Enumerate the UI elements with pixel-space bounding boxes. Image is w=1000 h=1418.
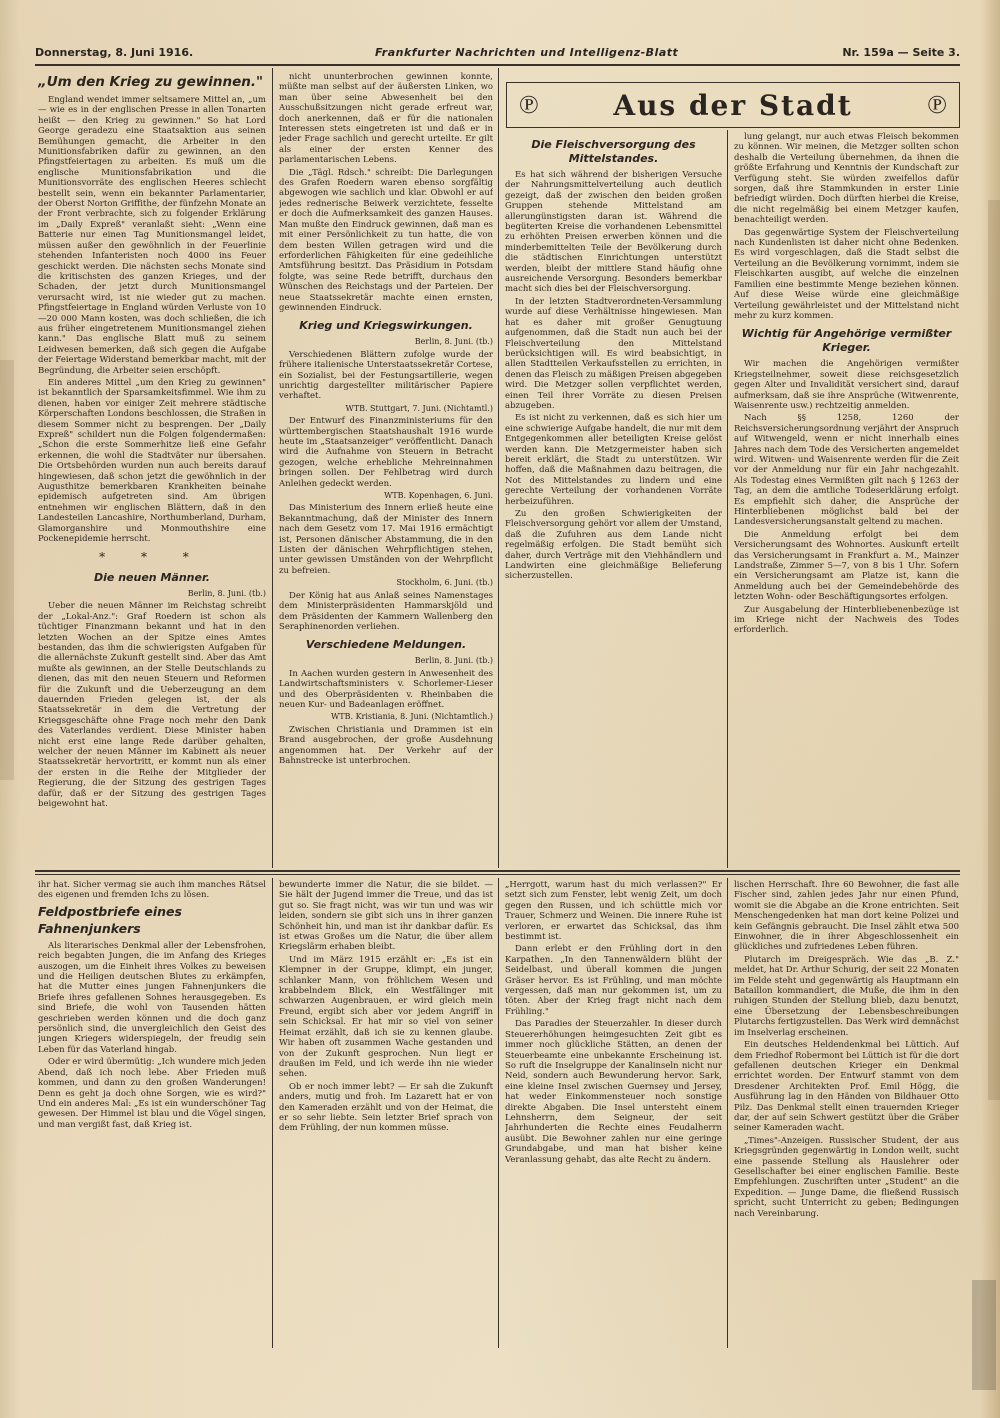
dateline: Berlin, 8. Juni. (tb.) [414,656,493,666]
section-separator: * * * [99,550,205,565]
feuilleton-divider [35,870,960,872]
article-paragraph: Ob er noch immer lebt? — Er sah die Zukunft anders, mutig und froh. Im Lazarett hat er von den Kameraden erzählt und von der Heimat, die er so sehr liebte. Sein letzter Brief sprach von dem Frühling, der nun kommen müsse. [279,1081,493,1134]
article-paragraph: nicht ununterbrochen gewinnen konnte, müßte man selbst auf der äußersten Linken, wo man über seine Abwesenheit bei den Ausschußsitzungen nicht gerade erfreut war, doch anerkennen, daß er für die nationalen Interessen stets eingetreten ist und daß er in jeder Frage sachlich und gerecht urteilte. Er gilt als einer der ersten Kenner des parlamentarischen Lebens. [279,72,493,166]
article-paragraph: Zu den großen Schwierigkeiten der Fleischversorgung gehört vor allem der Umstand, daß die Zufuhren aus dem Lande nicht regelmäßig erfolgen. Die Stadt bemüht sich daher, durch Verträge mit den Viehhändlern und Landwirten eine gleichmäßige Belieferung sicherzustellen. [505,509,722,582]
article-headline: Die Fleischversorgung des Mittelstandes. [531,138,696,165]
feuilleton-divider-thin [35,874,960,875]
feuilleton-column-3 [505,880,722,1348]
dateline: WTB. Kopenhagen, 6. Juni. [384,491,493,501]
article-headline: Wichtig für Angehörige vermißter Krieger. [741,327,952,355]
article-paragraph: Nach §§ 1258, 1260 der Reichsversicherungsordnung verjährt der Anspruch auf Witwengeld, wenn er nicht innerhalb eines Jahres nach dem Tode des Versicherten angemeldet wird. Witwen- und Waisenrente werden für die Zeit vor der Anmeldung nur für ein Jahr nachgezahlt. Als Todestag eines Vermißten gilt nach § 1263 der Tag, an dem die amtliche Todeserklärung erfolgt. Es empfiehlt sich daher, die Ansprüche der Hinterbliebenen möglichst bald bei der Landesversicherungsanstalt geltend zu machen. [734,413,959,528]
section-heading-box [506,82,960,128]
ornament-left-icon: ℗ [519,90,539,120]
dateline: WTB. Kristiania, 8. Juni. (Nichtamtlich.) [331,712,493,722]
article-headline: Verschiedene Meldungen. [305,638,467,652]
feuilleton-column-2 [279,880,493,1348]
masthead-page-number: Nr. 159a — Seite 3. [842,46,960,59]
article-paragraph: Es hat sich während der bisherigen Versuche der Nahrungsmittelverteilung auch deutlich gezeigt, daß der zwischen den beiden großen Gruppen stehende Mittelstand am allerungünstigsten daran ist. Während die begüterten Kreise die vorhandenen Lebensmittel zu erhöhten Preisen erwerben können und die minderbemittelten Teile der Bevölkerung durch die städtischen Einrichtungen unterstützt werden, bleibt der mittlere Stand häufig ohne ausreichende Versorgung. Besonders bemerkbar macht sich dies bei der Fleischversorgung. [505,170,722,295]
dateline: WTB. Stuttgart, 7. Juni. (Nichtamtl.) [345,403,493,413]
article-paragraph: bewunderte immer die Natur, die sie bildet. — Sie hält der Jugend immer die Treue, und das ist gut so. Sie fragt nicht, was wir tun und was wir leiden, sondern sie gibt sich uns in ihrer ganzen Schönheit hin, und man ist ihr dankbar dafür. Es ist etwas Großes um die Natur, die über allem Kriegslärm erhaben bleibt. [279,880,493,953]
article-paragraph: „Herrgott, warum hast du mich verlassen?" Er setzt sich zum Fenster, lebt wenig Zeit, um doch gegen den Russen, und ich schüttle mich vor Trauer, Schmerz und Weinen. Die innere Ruhe ist verloren, er erwartet das Schicksal, das ihm bestimmt ist. [505,880,722,943]
article-paragraph: Die Anmeldung erfolgt bei dem Versicherungsamt des Wohnortes. Auskunft erteilt das Versicherungsamt in Frankfurt a. M., Mainzer Landstraße, Zimmer 5—7, von 8 bis 1 Uhr. Sofern ein Versicherungsamt am Platze ist, kann die Anmeldung auch bei der Gemeindebehörde des letzten Wohn- oder Beschäftigungsortes erfolgen. [734,529,959,603]
column-divider [272,68,273,868]
column-3 [505,132,722,867]
article-paragraph: Oder er wird übermütig: „Ich wundere mich jeden Abend, daß ich noch lebe. Aber Frieden muß kommen, und dann zu den großen Wanderungen! Denn es geht ja doch ohne Sorgen, wie es wird?" Und ein anderes Mal: „Es ist ein wunderschöner Tag gewesen. Der Himmel ist blau und die Vögel singen, und man vergißt fast, daß Krieg ist. [38,1057,266,1130]
column-divider [727,878,728,1348]
article-paragraph: lischen Herrschaft. Ihre 60 Bewohner, die fast alle Fischer sind, zahlen jedes Jahr nur einen Pfund, womit sie die Abgabe an die Krone entrichten. Seit Menschengedenken hat man dort keine Polizei und kein Gefängnis gebraucht. Die Insel zählt etwa 500 Einwohner, die in ihrer Abgeschlossenheit ein glückliches und zufriedenes Leben führen. [734,880,959,953]
article-paragraph: Zwischen Christiania und Drammen ist ein Brand ausgebrochen, der große Ausdehnung angenommen hat. Der Verkehr auf der Bahnstrecke ist unterbrochen. [279,724,493,766]
article-paragraph: Dann erlebt er den Frühling dort in den Karpathen. „In den Tannenwäldern blüht der Seidelbast, und überall kommen die jungen Gräser hervor. Es ist Frühling, und man möchte vergessen, daß man nur gekommen ist, um zu töten. Aber der Krieg fragt nicht nach dem Frühling." [505,944,722,1017]
article-paragraph: ihr hat. Sicher vermag sie auch ihm manches Rätsel des eigenen und fremden Ichs zu lösen. [38,880,266,901]
article-paragraph: Verschiedenen Blättern zufolge wurde der frühere italienische Unterstaatssekretär Cortese, ein Sozialist, bei der Festungsartillerie, wegen unrichtig dargestellter militärischer Papiere verhaftet. [279,349,493,402]
column-1 [38,72,266,867]
feuilleton-column-4 [734,880,959,1348]
article-headline: Feldpostbriefe eines Fahnenjunkers [38,903,182,936]
article-paragraph: „Times"-Anzeigen. Russischer Student, der aus Kriegsgründen gegenwärtig in London weilt, sucht eine passende Stellung als Hauslehrer oder Gesellschafter bei einer englischen Familie. Beste Empfehlungen. Zuschriften unter „Student" an die Expedition. — Junge Dame, die fließend Russisch spricht, sucht Unterricht zu geben; Bedingungen nach Vereinbarung. [734,1135,959,1219]
page-stain-corner [972,1280,996,1390]
article-paragraph: Die „Tägl. Rdsch." schreibt: Die Darlegungen des Grafen Roedern waren ebenso sorgfältig abgewogen wie sachlich und klar. Obwohl er auf jedes rednerische Beiwerk verzichtete, fesselte er doch die Aufmerksamkeit des ganzen Hauses. Man mußte den Eindruck gewinnen, daß man es mit einer Persönlichkeit zu tun hatte, die von dem besten Willen getragen wird und die erforderlichen Fähigkeiten für eine gedeihliche Amtsführung besitzt. Das Präsidium in Potsdam folgte, was seine Rede betrifft, durchaus den Wünschen des Reichstags und der Parteien. Der neue Staatssekretär machte einen ernsten, gewinnenden Eindruck. [279,167,493,313]
masthead-title: Frankfurter Nachrichten und Intelligenz-Blatt [375,46,679,59]
article-paragraph: Ein deutsches Heldendenkmal bei Lüttich. Auf dem Friedhof Robermont bei Lüttich ist für die dort gefallenen deutschen Krieger ein Denkmal errichtet worden. Der Entwurf stammt von dem Dresdener Architekten Prof. Emil Högg, die Ausführung lag in den Händen von Bildhauer Otto Pilz. Das Denkmal stellt einen trauernden Krieger dar, der auf sein Schwert gestützt über die Gräber seiner Kameraden wacht. [734,1040,959,1134]
column-divider [498,878,499,1348]
feuilleton-column-1 [38,880,266,1348]
column-divider [272,878,273,1348]
masthead [35,44,960,66]
article-paragraph: Ein anderes Mittel „um den Krieg zu gewinnen" ist bekanntlich der Sparsamkeitsfimmel. Wie ihm zu dienen, haben vor einiger Zeit mehrere städtische Körperschaften Londons beschlossen, die Straßen in diesem Sommer nicht zu besprengen. Der „Daily Expreß" schildert nun die Folgen folgendermaßen: „Schon die erste Sommerhitze ließ eine Gefahr erkennen, die wohl die Stadtväter nur übersahen. Die Ortsbehörden wurden nun auch bereits darauf hingewiesen, daß schon jetzt die gewöhnlich in der Augusthitze bemerkbaren Krankheiten beinahe epidemisch aufgetreten sind. Am übrigen entnehmen wir englischen Blättern, daß in den Landesteilen Lancashire, Northumberland, Durham, Glamorganshire und Monmouthshire eine Pockenepidemie herrscht. [38,377,266,545]
article-paragraph: Das gegenwärtige System der Fleischverteilung nach Kundenlisten ist daher nicht ohne Bedenken. Es wird vorgeschlagen, daß die Stadt selbst die Verteilung an die Bevölkerung vornimmt, indem sie Fleischkarten ausgibt, auf welche die einzelnen Familien eine bestimmte Menge beziehen können. Auf diese Weise würde eine gleichmäßige Verteilung gewährleistet und der Mittelstand nicht mehr zu kurz kommen. [734,227,959,321]
article-paragraph: Der Entwurf des Finanzministeriums für den württembergischen Staatshaushalt 1916 wurde heute im „Staatsanzeiger" veröffentlicht. Danach wird die Aufnahme von Steuern in Betracht gezogen, welche erhebliche Mehreinnahmen bringen sollen. Der Fehlbetrag wird durch Anleihen gedeckt werden. [279,416,493,489]
masthead-rule [35,64,960,66]
article-headline: Die neuen Männer. [94,570,210,584]
article-paragraph: Das Paradies der Steuerzahler. In dieser durch Steuererhöhungen heimgesuchten Zeit gibt es immer noch glückliche Stätten, an denen der Steuerbeamte eine unbekannte Erscheinung ist. So ruft die Inselgruppe der Kanalinseln nicht nur Neid, sondern auch Bewunderung hervor. Sark, eine kleine Insel zwischen Guernsey und Jersey, hat weder Einkommensteuer noch sonstige direkte Abgaben. Die Insel untersteht einem Lehnsherrn, dem Seigneur, der seit Jahrhunderten die Rechte eines Feudalherrn ausübt. Die Bewohner zahlen nur eine geringe Grundabgabe, und man hat bisher keine Veranlassung gehabt, das alte Recht zu ändern. [505,1019,722,1165]
article-paragraph: Zur Ausgabelung der Hinterbliebenenbezüge ist im Kriege nicht der Nachweis des Todes erforderlich. [734,604,959,636]
column-divider [727,130,728,868]
article-paragraph: Und im März 1915 erzählt er: „Es ist ein Klempner in der Gruppe, klimpt, ein junger, schlanker Mann, von fröhlichem Wesen und krabbelndem Blick, ein Westfälinger mit schwarzen Augenbrauen, er wird gleich mein Freund, ergibt sich aber vor jedem Angriff in sein Schicksal. Er hat mir so viel von seiner Heimat erzählt, daß ich sie zu kennen glaube. Wir haben oft zusammen Wache gestanden und von der Zukunft gesprochen. Nun liegt er draußen im Feld, und ich werde ihn nie wieder sehen. [279,954,493,1080]
article-paragraph: Ueber die neuen Männer im Reichstag schreibt der „Lokal-Anz.": Graf Roedern ist schon als tüchtiger Finanzmann bekannt und hat in den letzten Wochen an der Spitze eines Amtes bestanden, das ihm die schwierigsten Aufgaben für die allernächste Zukunft gestellt sind. Aber das Amt mußte als gewinnen, an der Stelle Deutschlands zu dienen, das mit den neuen Steuern und Reformen für die Zukunft und die Ueberzeugung an dem dauernden Frieden gelegen ist, der als Staatssekretär in dem die Vertretung der Kriegsgeschäfte ohne Frage noch mehr den Dank des Vaterlandes verdient. Diese Minister haben nicht erst eine lange Rede darüber gehalten, welcher der neuen Männer im Kabinett als neuer Staatssekretär hervortritt, er kommt nun als einer der ersten in die Reihe der Mitglieder der Regierung, die der Sitzung des gestrigen Tages dafür, daß er der Sitzung des gestrigen Tages beigewohnt hat. [38,601,266,809]
dateline: Berlin, 8. Juni. (tb.) [414,337,493,347]
ornament-right-icon: ℗ [927,90,947,120]
article-headline: Krieg und Kriegswirkungen. [299,319,473,333]
dateline: Stockholm, 6. Juni. (tb.) [396,578,493,588]
article-paragraph: Das Ministerium des Innern erließ heute eine Bekanntmachung, daß der Minister des Innern nach dem Gesetz vom 17. Mai 1916 ermächtigt ist, Personen dänischer Abstammung, die in den Listen der dänischen Wehrpflichtigen stehen, unter gewissen Umständen von der Wehrpflicht zu befreien. [279,503,493,576]
page-stain-left [0,360,14,780]
dateline: Berlin, 8. Juni. (tb.) [187,588,266,598]
section-title: Aus der Stadt [613,88,853,122]
column-4 [734,132,959,867]
article-paragraph: Wir machen die Angehörigen vermißter Kriegsteilnehmer, soweit diese reichsgesetzlich gegen Alter und Invalidität versichert sind, darauf aufmerksam, daß sie ihre Ansprüche (Witwenrente, Waisenrente usw.) rechtzeitig anmelden. [734,359,959,411]
article-paragraph: England wendet immer seltsamere Mittel an, „um — wie es in der englischen Presse in allen Tonarten heißt — den Krieg zu gewinnen." So hat Lord George geradezu eine Staatsaktion aus seinen Bemühungen gemacht, die Arbeiter in den Munitionsfabriken dafür zu gewinnen, an den Pfingstfeiertagen zu arbeiten. Es muß um die englische Munitionsfabrikation und die Munitionsvorräte des englischen Heeres schlecht bestellt sein, wenn ein bekannter Parlamentarier, der Oberst Norton Griffithe, der fünfzehn Monate an der Front verbrachte, sich zu folgender Erklärung im „Daily Expreß" veranlaßt sieht: „Wenn eine Batterie nur einen Tag Munitionsmangel leidet, müssen außer den gewöhnlich in der Feuerlinie stehenden Infanteristen noch 4000 ins Feuer geschickt werden. Die nächsten sechs Monate sind die kritischsten des ganzen Krieges, und der Schaden, der jetzt durch Munitionsmangel verursacht wird, ist nie wieder gut zu machen. Pfingstfeiertage in England würden Verluste von 10—20 000 Mann kosten, was doch schließen, die ich aus früher eingetretenem Munitionsmangel ziehen kann." Das englische Blatt muß zu seinem Leidwesen bemerken, daß sich gegen die Aufgabe der Feiertage Widerstand bemerkbar macht, mit der Begründung, die Arbeiter seien erschöpft. [38,95,266,376]
article-paragraph: In Aachen wurden gestern in Anwesenheit des Landwirtschaftsministers v. Schorlemer-Lieser und des Oberpräsidenten v. Rheinbaben die neuen Kur- und Badeanlagen eröffnet. [279,668,493,710]
article-paragraph: Als literarisches Denkmal aller der Lebensfrohen, reich begabten Jungen, die im Anfang des Krieges auszogen, um die Einheit ihres Volkes zu beweisen und die Heiligen deutschen Blutes zu erkämpfen, hat die Mutter eines jungen Fahnenjunkers die Briefe ihres gefallenen Sohnes herausgegeben. Es sind Briefe, die wohl von Tausenden hätten geschrieben werden können und die doch ganz persönlich sind, die unvergleichlich den Geist des jungen Kriegers widerspiegeln, der freudig sein Leben für das Vaterland hingab. [38,940,266,1055]
masthead-date: Donnerstag, 8. Juni 1916. [35,46,194,59]
article-paragraph: Plutarch im Dreigespräch. Wie das „B. Z." meldet, hat Dr. Arthur Schurig, der seit 22 Monaten im Felde steht und gegenwärtig als Hauptmann ein Bataillon kommandiert, die Muße, die ihm in den ruhigen Stunden der Stellung blieb, dazu benutzt, eine Übersetzung der Lebensbeschreibungen Plutarchs fertigzustellen. Das Werk wird demnächst im Inselverlag erscheinen. [734,954,959,1038]
article-paragraph: Es ist nicht zu verkennen, daß es sich hier um eine schwierige Aufgabe handelt, die nur mit dem Entgegenkommen aller beteiligten Kreise gelöst werden kann. Die Metzgermeister haben sich bereit erklärt, die Stadt zu unterstützen. Wir hoffen, daß die Maßnahmen dazu beitragen, die Not des Mittelstandes zu lindern und eine gerechte Verteilung der vorhandenen Vorräte herbeizuführen. [505,413,722,507]
article-paragraph: Der König hat aus Anlaß seines Namenstages dem Ministerpräsidenten Hammarskjöld und dem Präsidenten der Kammern Wallenberg den Seraphinenorden verliehen. [279,590,493,632]
article-headline: „Um den Krieg zu gewinnen." [38,74,264,90]
page-stain-right [988,200,1000,1100]
column-divider [498,68,499,868]
column-2 [279,72,493,867]
article-paragraph: lung gelangt, nur auch etwas Fleisch bekommen zu können. Wir meinen, die Metzger sollten schon deshalb die Verteilung übernehmen, da ihnen die größte Erfahrung und Kenntnis der Kundschaft zur Verfügung steht. Sie würden zweifellos dafür sorgen, daß ihre Stammkunden in erster Linie befriedigt würden. Doch dürften hierbei die Kreise, die nicht regelmäßig bei einem Metzger kaufen, benachteiligt werden. [734,132,959,226]
article-paragraph: In der letzten Stadtverordneten-Versammlung wurde auf diese Verhältnisse hingewiesen. Man hat es daher mit großer Genugtuung aufgenommen, daß die Stadt nun auch bei der Fleischverteilung den Mittelstand berücksichtigen will. Es wird beabsichtigt, in allen Stadtteilen Verkaufsstellen zu errichten, in denen das Fleisch zu mäßigen Preisen abgegeben wird. Die Metzger sollen verpflichtet werden, einen Teil ihrer Vorräte zu diesen Preisen abzugeben. [505,296,722,411]
